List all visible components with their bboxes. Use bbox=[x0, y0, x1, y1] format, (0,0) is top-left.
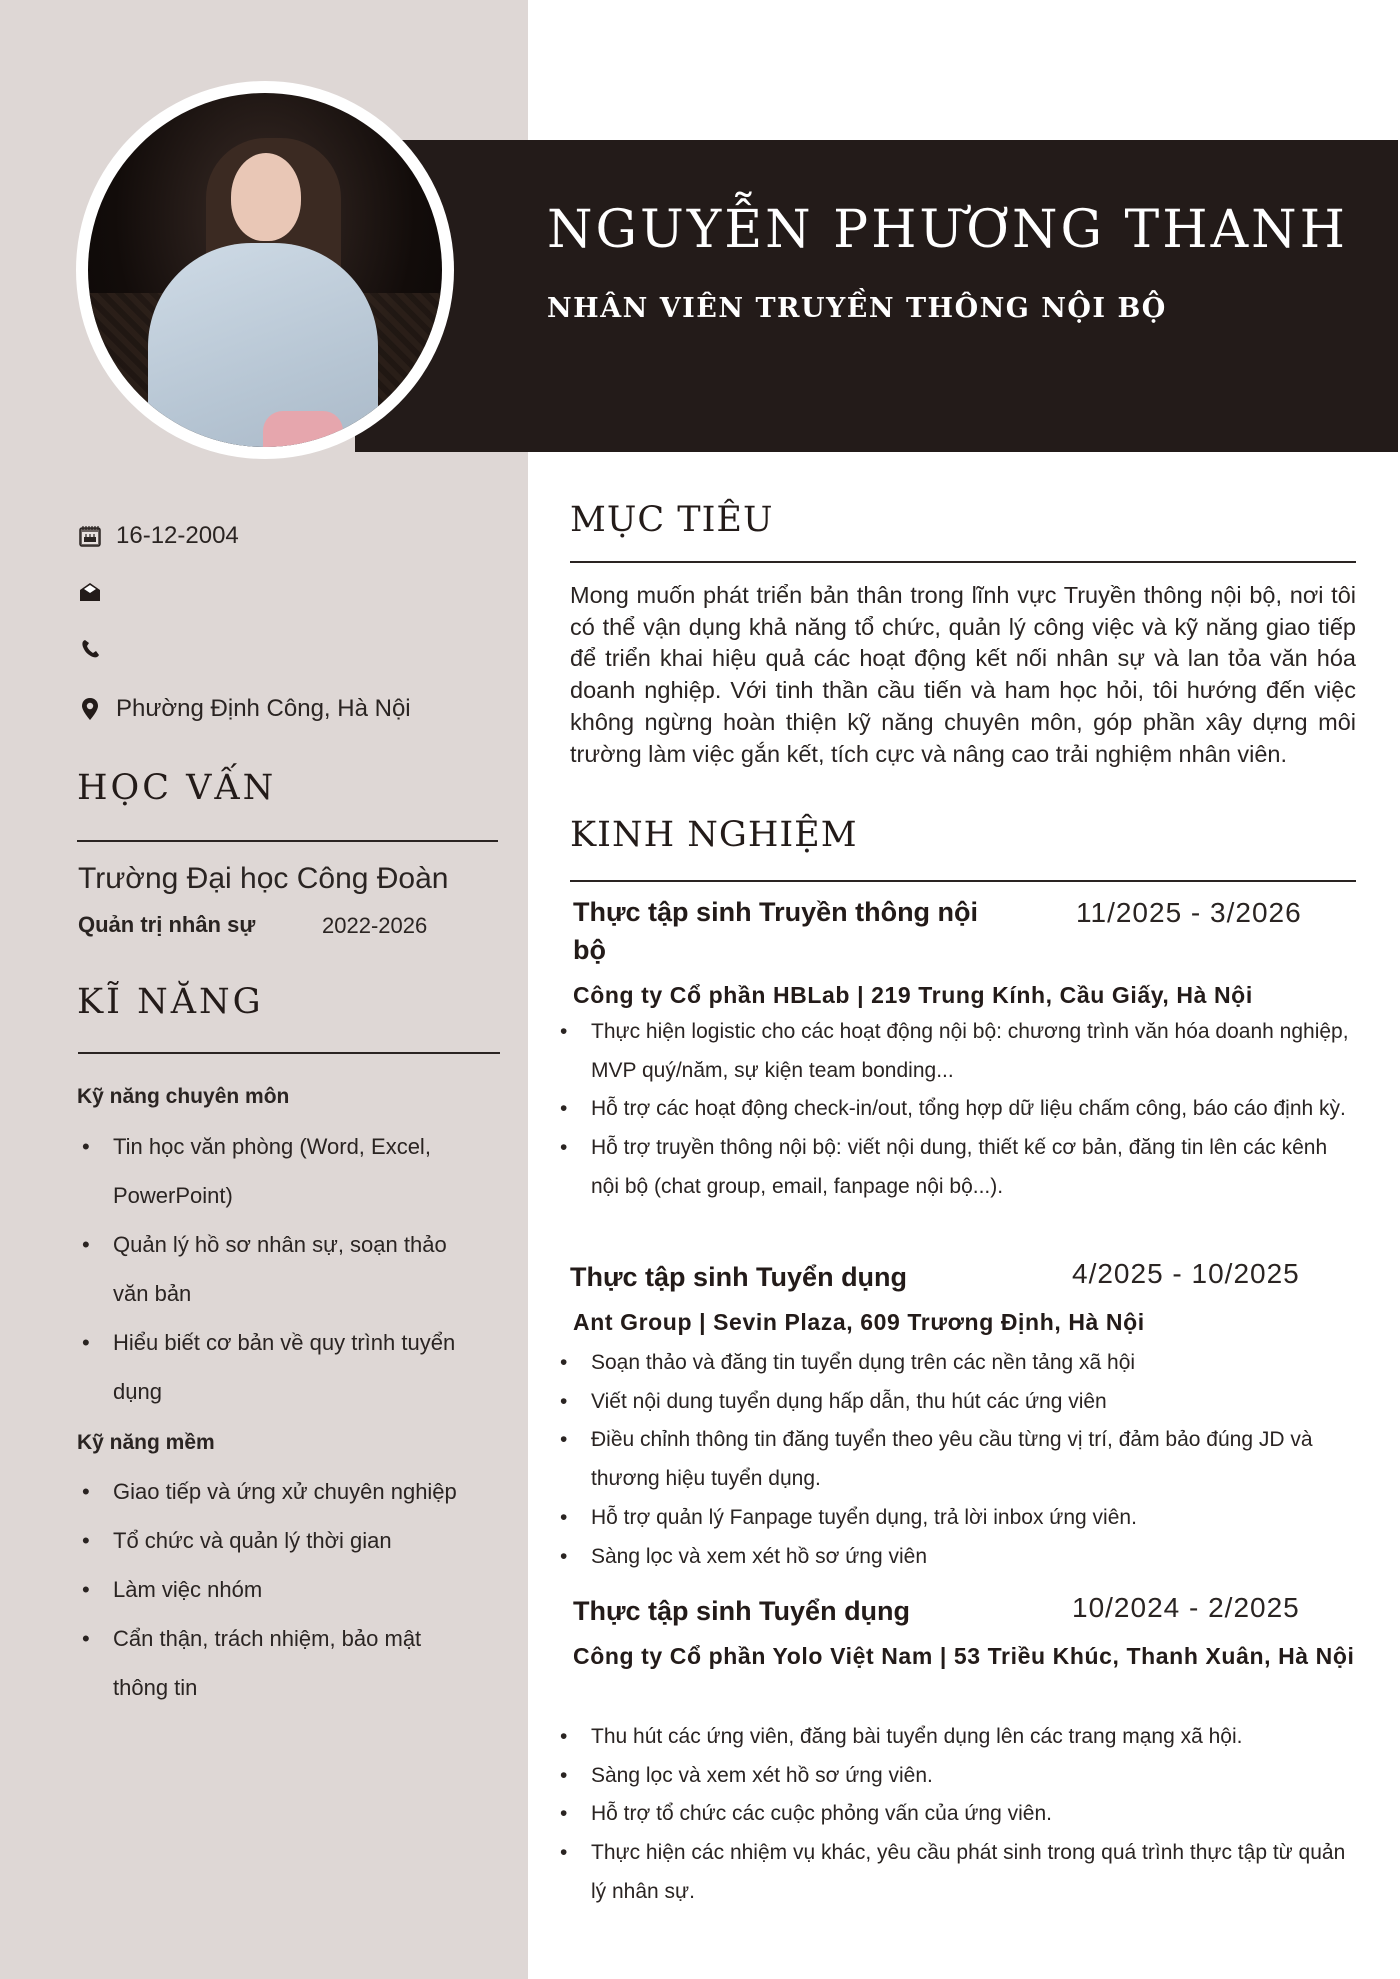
contact-email bbox=[78, 580, 116, 604]
skill-item: • Giao tiếp và ứng xử chuyên nghiệp bbox=[80, 1467, 480, 1516]
skill-item: • Cẩn thận, trách nhiệm, bảo mật thông tin bbox=[80, 1614, 480, 1712]
job-company: Công ty Cổ phần Yolo Việt Nam | 53 Triều Khúc, Thanh Xuân, Hà Nội bbox=[573, 1643, 1355, 1669]
job-bullet: • Hỗ trợ các hoạt động check-in/out, tổng hợp dữ liệu chấm công, báo cáo định kỳ. bbox=[560, 1090, 1360, 1129]
education-divider bbox=[77, 840, 498, 842]
skill-item: • Quản lý hồ sơ nhân sự, soạn thảo văn bản bbox=[80, 1220, 480, 1318]
job-dates: 4/2025 - 10/2025 bbox=[1072, 1258, 1300, 1289]
photo-face bbox=[231, 153, 301, 241]
job-bullet: • Viết nội dung tuyển dụng hấp dẫn, thu hút các ứng viên bbox=[560, 1383, 1360, 1422]
soft-skills-list bbox=[80, 1467, 480, 1712]
skill-group-label: Kỹ năng chuyên môn bbox=[77, 1085, 290, 1108]
calendar-icon bbox=[78, 524, 102, 548]
job-title-header: NHÂN VIÊN TRUYỀN THÔNG NỘI BỘ bbox=[547, 293, 1167, 324]
job-bullet: • Hỗ trợ truyền thông nội bộ: viết nội dung, thiết kế cơ bản, đăng tin lên các kênh nội bộ (chat group, email, fanpage nội bộ...). bbox=[560, 1129, 1360, 1206]
photo-body bbox=[148, 243, 378, 447]
profile-photo bbox=[88, 93, 442, 447]
education-school: Trường Đại học Công Đoàn bbox=[78, 862, 449, 895]
job-bullet: • Hỗ trợ tổ chức các cuộc phỏng vấn của ứng viên. bbox=[560, 1795, 1360, 1834]
objective-heading: MỤC TIÊU bbox=[570, 500, 774, 540]
job-bullet: • Thực hiện logistic cho các hoạt động nội bộ: chương trình văn hóa doanh nghiệp, MVP quý/năm, sự kiện team bonding... bbox=[560, 1013, 1360, 1090]
photo-skirt bbox=[263, 411, 343, 447]
objective-text: Mong muốn phát triển bản thân trong lĩnh vực Truyền thông nội bộ, nơi tôi có thể vận dụng khả năng tổ chức, quản lý công việc và kỹ năng giao tiếp để triển khai hiệu quả các hoạt động kết nối nhân sự và lan tỏa văn hóa doanh nghiệp. Với tinh thần cầu tiến và ham học hỏi, tôi hướng đến việc không ngừng hoàn thiện kỹ năng chuyên môn, góp phần xây dựng môi trường làm việc gắn kết, tích cực và nâng cao trải nghiệm nhân viên. bbox=[570, 582, 1356, 767]
job-bullet: • Soạn thảo và đăng tin tuyển dụng trên các nền tảng xã hội bbox=[560, 1344, 1360, 1383]
contact-address bbox=[78, 695, 411, 723]
address-value: Phường Định Công, Hà Nội bbox=[116, 695, 411, 722]
job-bullets bbox=[560, 1344, 1360, 1576]
job-bullet: • Sàng lọc và xem xét hồ sơ ứng viên. bbox=[560, 1757, 1360, 1796]
job-dates: 11/2025 - 3/2026 bbox=[1076, 897, 1302, 928]
job-bullet: • Sàng lọc và xem xét hồ sơ ứng viên bbox=[560, 1538, 1360, 1577]
objective-divider bbox=[570, 561, 1356, 563]
contact-birthday bbox=[78, 522, 239, 550]
job-company: Ant Group | Sevin Plaza, 609 Trương Định, Hà Nội bbox=[573, 1309, 1145, 1335]
job-bullet: • Điều chỉnh thông tin đăng tuyển theo yêu cầu từng vị trí, đảm bảo đúng JD và thương hiệu tuyển dụng. bbox=[560, 1421, 1360, 1498]
skill-group-label: Kỹ năng mềm bbox=[77, 1431, 215, 1454]
education-years: 2022-2026 bbox=[322, 913, 428, 938]
skill-item: • Hiểu biết cơ bản về quy trình tuyển dụng bbox=[80, 1318, 480, 1416]
contact-phone bbox=[78, 637, 116, 661]
experience-heading: KINH NGHIỆM bbox=[570, 815, 858, 855]
experience-divider bbox=[570, 880, 1356, 882]
skill-item: • Làm việc nhóm bbox=[80, 1565, 480, 1614]
job-title: Thực tập sinh Tuyển dụng bbox=[573, 1596, 911, 1626]
skill-item: • Tổ chức và quản lý thời gian bbox=[80, 1516, 480, 1565]
birthday-value: 16-12-2004 bbox=[116, 522, 239, 549]
skills-divider bbox=[78, 1052, 500, 1054]
hard-skills-list bbox=[80, 1122, 480, 1416]
skills-heading: KĨ NĂNG bbox=[77, 982, 264, 1022]
phone-icon bbox=[78, 637, 102, 661]
education-major: Quản trị nhân sự bbox=[78, 912, 256, 937]
job-bullet: • Thu hút các ứng viên, đăng bài tuyển dụng lên các trang mạng xã hội. bbox=[560, 1718, 1360, 1757]
candidate-name: NGUYỄN PHƯƠNG THANH bbox=[547, 200, 1348, 260]
envelope-icon bbox=[78, 580, 102, 604]
skill-item: • Tin học văn phòng (Word, Excel, PowerPoint) bbox=[80, 1122, 480, 1220]
map-pin-icon bbox=[78, 697, 102, 721]
job-bullets bbox=[560, 1013, 1360, 1207]
job-company: Công ty Cổ phần HBLab | 219 Trung Kính, Cầu Giấy, Hà Nội bbox=[573, 982, 1253, 1008]
job-title: Thực tập sinh Truyền thông nội bộ bbox=[573, 897, 979, 965]
job-title: Thực tập sinh Tuyển dụng bbox=[570, 1262, 908, 1292]
education-heading: HỌC VẤN bbox=[77, 768, 277, 808]
job-bullet: • Thực hiện các nhiệm vụ khác, yêu cầu phát sinh trong quá trình thực tập từ quản lý nhân sự. bbox=[560, 1834, 1360, 1911]
job-dates: 10/2024 - 2/2025 bbox=[1072, 1592, 1300, 1623]
job-bullet: • Hỗ trợ quản lý Fanpage tuyển dụng, trả lời inbox ứng viên. bbox=[560, 1499, 1360, 1538]
job-bullets bbox=[560, 1718, 1360, 1912]
